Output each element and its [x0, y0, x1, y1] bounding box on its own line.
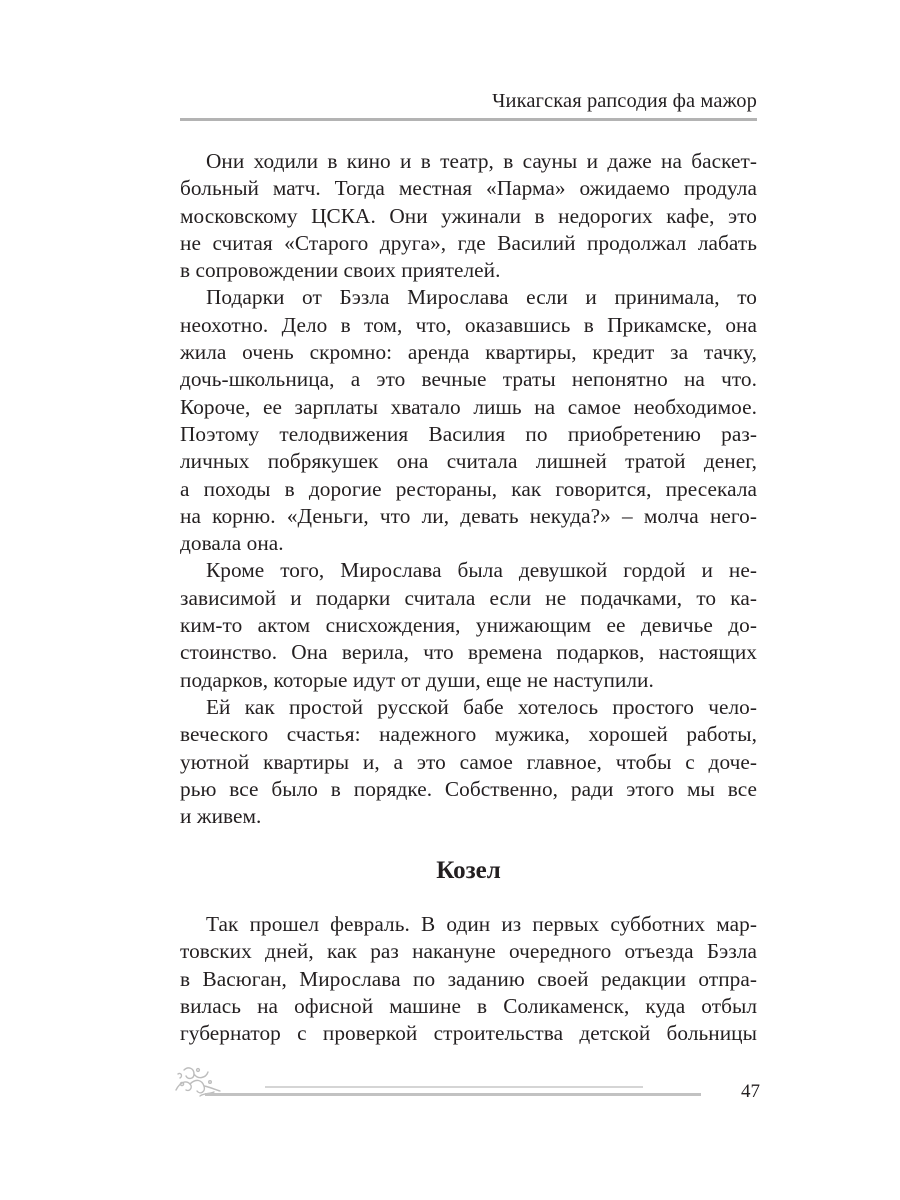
text-line: московскому ЦСКА. Они ужинали в недорогих кафе, это — [180, 203, 757, 228]
text-line: ким-то актом снисхождения, унижающим ее девичье до- — [180, 613, 757, 638]
text-line: Так прошел февраль. В один из первых субботних мар- — [206, 912, 757, 936]
text-line: не считая «Старого друга», где Василий продолжал лабать — [180, 230, 757, 255]
text-line: неохотно. Дело в том, что, оказавшись в Прикамске, она — [180, 312, 757, 337]
paragraph — [180, 148, 757, 284]
text-line: Кроме того, Мирослава была девушкой гордой и не- — [206, 558, 757, 583]
paragraph — [180, 284, 757, 557]
text-line: подарков, которые идут от души, еще не наступили. — [180, 667, 654, 692]
text-line: товских дней, как раз накануне очередного отъезда Бэзла — [180, 939, 757, 964]
page-number: 47 — [741, 1081, 760, 1102]
text-line: стоинство. Она верила, что времена подарков, настоящих — [180, 640, 757, 665]
text-line: личных побрякушек она считала лишней тратой денег, — [180, 449, 757, 474]
text-line: Поэтому телодвижения Василия по приобретению раз- — [180, 421, 757, 446]
text-line: и живем. — [180, 804, 262, 829]
text-line: жила очень скромно: аренда квартиры, кредит за тачку, — [180, 340, 757, 365]
text-line: довала она. — [180, 531, 284, 556]
text-line: вилась на офисной машине в Соликаменск, куда отбыл — [180, 993, 757, 1018]
paragraph — [180, 694, 757, 830]
chapter-title: Козел — [436, 857, 501, 884]
text-line: губернатор с проверкой строительства детской больницы — [180, 1021, 757, 1046]
text-line: Ей как простой русской бабе хотелось простого чело- — [206, 694, 757, 719]
text-line: Короче, ее зарплаты хватало лишь на самое необходимое. — [180, 394, 757, 419]
running-head: Чикагская рапсодия фа мажор — [492, 90, 757, 112]
text-line: больный матч. Тогда местная «Парма» ожидаемо продула — [180, 176, 757, 201]
paragraph — [180, 557, 757, 693]
text-line: веческого счастья: надежного мужика, хорошей работы, — [180, 722, 757, 747]
header-rule — [180, 118, 757, 121]
text-line: на корню. «Деньги, что ли, девать некуда?» – молча него- — [180, 503, 757, 528]
text-line: Они ходили в кино и в театр, в сауны и даже на баскет- — [206, 149, 757, 173]
text-line: зависимой и подарки считала если не подачками, то ка- — [180, 585, 757, 610]
text-line: в сопровождении своих приятелей. — [180, 258, 501, 283]
text-line: в Васюган, Мирослава по заданию своей редакции отпра- — [180, 966, 757, 991]
chapter-text — [180, 911, 757, 1047]
text-line: а походы в дорогие рестораны, как говорится, пресекала — [180, 476, 757, 501]
footer-rule — [205, 1093, 701, 1096]
body-text — [180, 148, 757, 830]
paragraph — [180, 911, 757, 1047]
text-line: Подарки от Бэзла Мирослава если и принимала, то — [206, 285, 757, 310]
footer-rule-light — [265, 1086, 643, 1088]
text-line: дочь-школьница, а это вечные траты непонятно на что. — [180, 367, 757, 392]
text-line: рью все было в порядке. Собственно, ради этого мы все — [180, 776, 757, 801]
text-line: уютной квартиры и, а это самое главное, чтобы с доче- — [180, 749, 757, 774]
